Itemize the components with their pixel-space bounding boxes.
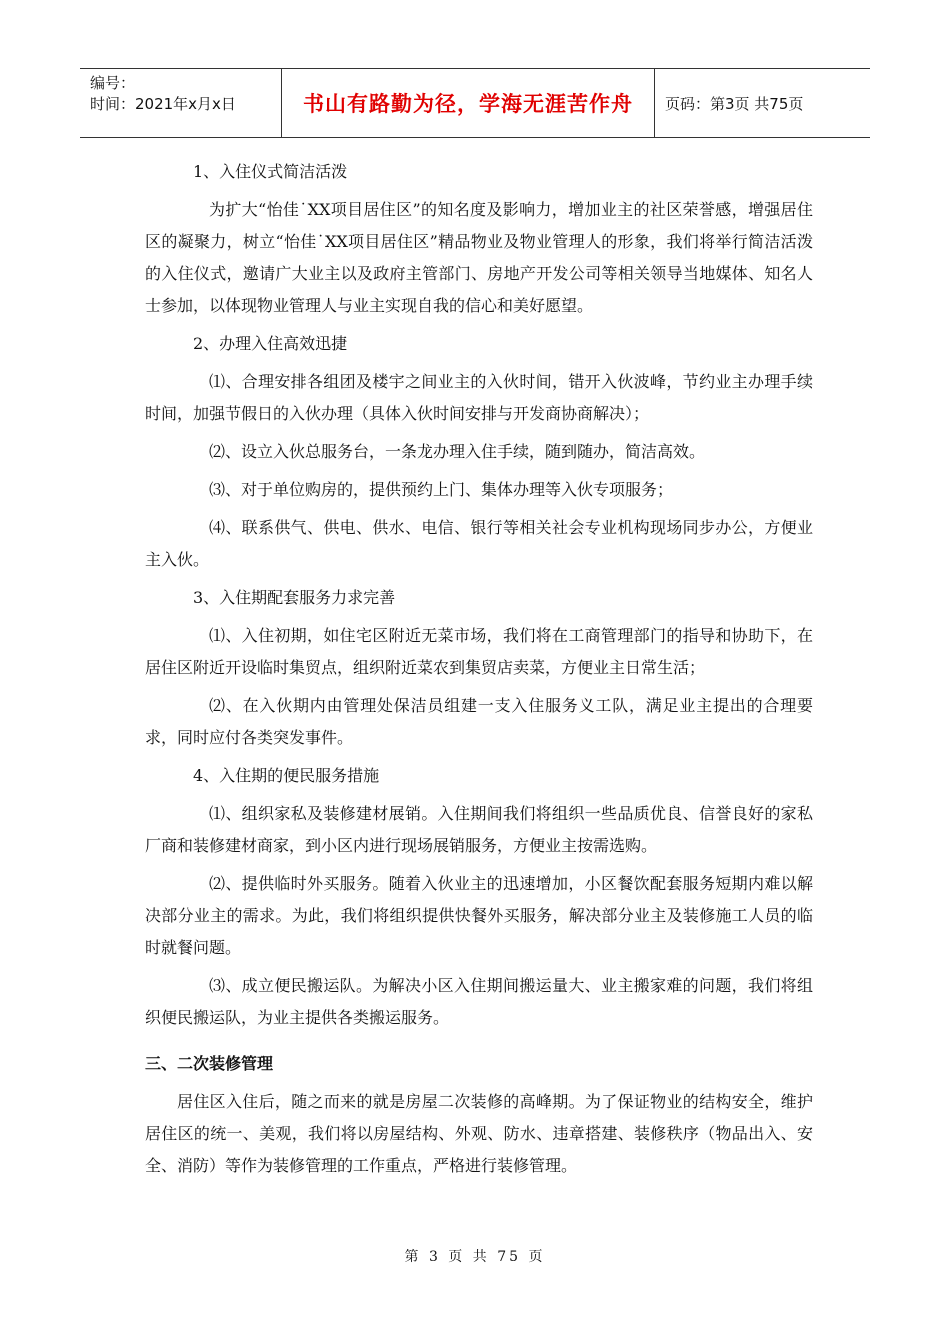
item2-paragraph-4: ⑷、联系供气、供电、供水、电信、银行等相关社会专业机构现场同步办公，方便业主入伙。 [145,518,813,569]
header-meta [80,69,282,137]
item3-paragraph-2: ⑵、在入伙期内由管理处保洁员组建一支入住服务义工队，满足业主提出的合理要求，同时应付各类突发事件。 [145,696,813,747]
section3-heading: 三、二次装修管理 [145,1054,274,1073]
item2-title: 2、办理入住高效迅捷 [193,334,348,353]
section3-paragraph: 居住区入住后，随之而来的就是房屋二次装修的高峰期。为了保证物业的结构安全，维护居住区的统一、美观，我们将以房屋结构、外观、防水、违章搭建、装修秩序（物品出入、安全、消防）等作为装修管理的工作重点，严格进行装修管理。 [145,1092,813,1175]
page-header [80,68,870,138]
item2-paragraph-1: ⑴、合理安排各组团及楼宇之间业主的入伙时间，错开入伙波峰，节约业主办理手续时间，加强节假日的入伙办理（具体入伙时间安排与开发商协商解决）； [145,372,813,423]
document-number-label: 编号： [90,74,136,92]
document-body [145,156,813,1188]
item3-title: 3、入住期配套服务力求完善 [193,588,396,607]
item4-paragraph-3: ⑶、成立便民搬运队。为解决小区入住期间搬运量大、业主搬家难的问题，我们将组织便民搬运队，为业主提供各类搬运服务。 [145,976,813,1027]
page-footer: 第 3 页 共 75 页 [404,1249,546,1265]
header-page-number: 页码：第3页 共75页 [665,94,804,113]
item3-paragraph-1: ⑴、入住初期，如住宅区附近无菜市场，我们将在工商管理部门的指导和协助下，在居住区附近开设临时集贸点，组织附近菜农到集贸店卖菜，方便业主日常生活； [145,626,813,677]
item2-paragraph-2: ⑵、设立入伙总服务台，一条龙办理入住手续，随到随办，简洁高效。 [209,442,706,461]
item1-paragraph: 为扩大“怡佳˙XX项目居住区”的知名度及影响力，增加业主的社区荣誉感，增强居住区的凝聚力，树立“怡佳˙XX项目居住区”精品物业及物业管理人的形象，我们将举行简洁活泼的入住仪式，邀请广大业主以及政府主管部门、房地产开发公司等相关领导当地媒体、知名人士参加，以体现物业管理人与业主实现自我的信心和美好愿望。 [145,200,813,315]
document-date: 时间：2021年x月x日 [90,95,236,113]
item4-paragraph-1: ⑴、组织家私及装修建材展销。入住期间我们将组织一些品质优良、信誉良好的家私厂商和装修建材商家，到小区内进行现场展销服务，方便业主按需选购。 [145,804,813,855]
item2-paragraph-3: ⑶、对于单位购房的，提供预约上门、集体办理等入伙专项服务； [209,480,674,499]
header-motto: 书山有路勤为径，学海无涯苦作舟 [282,69,655,137]
item4-paragraph-2: ⑵、提供临时外买服务。随着入伙业主的迅速增加，小区餐饮配套服务短期内难以解决部分业主的需求。为此，我们将组织提供快餐外买服务，解决部分业主及装修施工人员的临时就餐问题。 [145,874,813,957]
item1-title: 1、入住仪式简洁活泼 [193,162,348,181]
item4-title: 4、入住期的便民服务措施 [193,766,380,785]
